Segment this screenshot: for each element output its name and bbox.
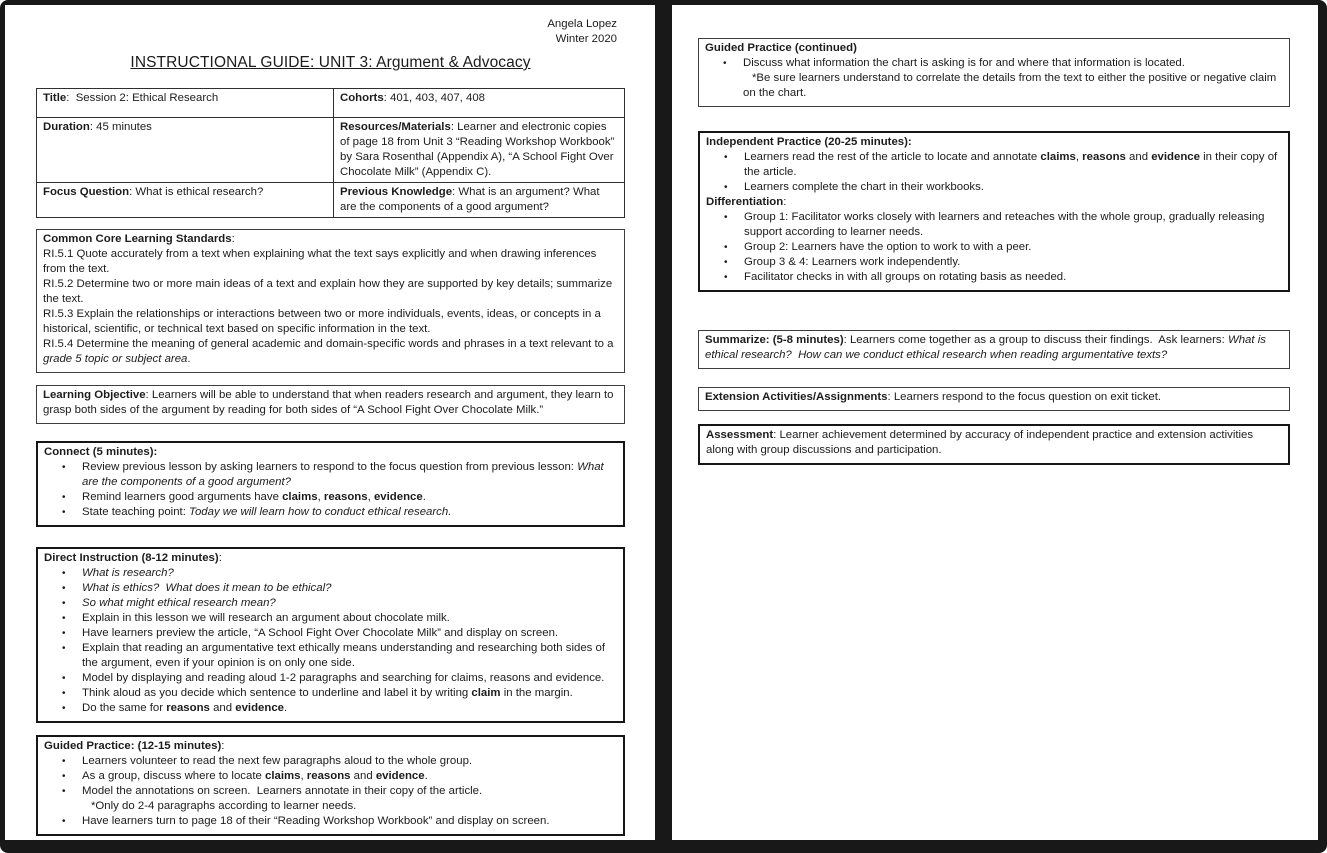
- page-left: [5, 5, 655, 840]
- text-run: Duration: [43, 121, 90, 133]
- bullet-item: [44, 769, 615, 784]
- paragraph: [705, 41, 1281, 56]
- text-run: As a group, discuss where to locate: [82, 770, 265, 782]
- text-run: Summarize: (5-8 minutes): [705, 334, 844, 346]
- text-run: Think aloud as you decide which sentence to underline and label it by writing: [82, 687, 472, 699]
- text-run: So what might ethical research mean?: [82, 597, 276, 609]
- text-run: reasons: [306, 770, 351, 782]
- text-run: : 45 minutes: [89, 121, 152, 133]
- info-table-row: [37, 89, 625, 118]
- text-run: and: [209, 702, 236, 714]
- text-run: claim: [471, 687, 501, 699]
- document-title: INSTRUCTIONAL GUIDE: UNIT 3: Argument & Advocacy: [130, 54, 531, 71]
- footnote-line: [44, 799, 615, 814]
- bullet-item: [44, 641, 615, 671]
- bullet-item: [706, 150, 1280, 180]
- paragraph: [705, 390, 1281, 405]
- text-run: Title: [43, 92, 67, 104]
- bullet-item: [44, 611, 615, 626]
- text-run: : Session 2: Ethical Research: [66, 92, 219, 104]
- text-run: Guided Practice: (12-15 minutes): [44, 740, 222, 752]
- bullet-icon: •: [62, 786, 66, 797]
- info-table-row: [37, 183, 625, 218]
- bullet-icon: •: [724, 272, 728, 283]
- bullet-item: [44, 626, 615, 641]
- text-run: State teaching point:: [82, 506, 190, 518]
- text-run: .: [424, 770, 428, 782]
- text-run: reasons: [166, 702, 210, 714]
- bullet-icon: •: [62, 703, 66, 714]
- bullet-item: [706, 210, 1280, 240]
- text-run: What is ethical research? How can we conduct ethical research when reading argumentative texts?: [705, 334, 1270, 361]
- bullet-icon: •: [62, 816, 66, 827]
- section-learning-objective: [36, 385, 625, 424]
- bullet-icon: •: [62, 673, 66, 684]
- bullet-item: [44, 505, 615, 520]
- bullet-icon: •: [724, 212, 728, 223]
- section-connect: [36, 441, 625, 527]
- text-run: and: [1125, 151, 1152, 163]
- text-run: Model the annotations on screen. Learners annotate in their copy of the article.: [82, 785, 483, 797]
- text-run: :: [231, 233, 235, 245]
- text-run: evidence: [235, 702, 285, 714]
- info-table-cell: [334, 118, 625, 183]
- text-run: Learners volunteer to read the next few paragraphs aloud to the whole group.: [82, 755, 473, 767]
- lesson-info-table: [36, 88, 625, 218]
- text-run: :: [221, 740, 225, 752]
- text-run: Discuss what information the chart is asking is for and where that information is located.: [743, 57, 1185, 69]
- bullet-icon: •: [62, 492, 66, 503]
- right-sections: [698, 38, 1290, 465]
- paragraph: [44, 445, 615, 460]
- text-run: evidence: [1151, 151, 1200, 163]
- text-run: Learning Objective: [43, 389, 146, 401]
- text-run: Previous Knowledge: [340, 186, 453, 198]
- text-run: Learners complete the chart in their workbooks.: [744, 181, 984, 193]
- bullet-icon: •: [62, 598, 66, 609]
- bullet-icon: •: [724, 242, 728, 253]
- section-common-core: [36, 229, 625, 373]
- paragraph: [705, 333, 1281, 363]
- footnote-line: [705, 71, 1281, 101]
- text-run: Resources/Materials: [340, 121, 451, 133]
- text-run: : What is ethical research?: [129, 186, 264, 198]
- paragraph: [43, 232, 616, 247]
- bullet-item: [706, 240, 1280, 255]
- text-run: : Learner and electronic copies of page 18 from Unit 3 “Reading Workshop Workbook” by Sara Rosenthal (Appendix A), “A School Fight Over Chocolate Milk” (Appendix C).: [340, 121, 618, 178]
- text-run: reasons: [1082, 151, 1126, 163]
- text-run: : 401, 403, 407, 408: [383, 92, 486, 104]
- text-run: *Only do 2-4 paragraphs according to learner needs.: [91, 800, 357, 812]
- bullet-item: [44, 596, 615, 611]
- bullet-item: [706, 180, 1280, 195]
- text-run: Guided Practice (continued): [705, 42, 857, 54]
- text-run: : Learners respond to the focus question on exit ticket.: [887, 391, 1162, 403]
- bullet-icon: •: [62, 613, 66, 624]
- text-run: Group 2: Learners have the option to work to with a peer.: [744, 241, 1032, 253]
- bullet-icon: •: [62, 756, 66, 767]
- paragraph: [44, 739, 615, 754]
- bullet-item: [706, 255, 1280, 270]
- bullet-item: [44, 460, 615, 490]
- bullet-item: [44, 686, 615, 701]
- bullet-icon: •: [724, 152, 728, 163]
- paragraph: [43, 337, 616, 367]
- text-run: : Learner achievement determined by accuracy of independent practice and extension activities along with group discussions and participation.: [706, 429, 1257, 456]
- bullet-item: [706, 270, 1280, 285]
- text-run: *Be sure learners understand to correlate the details from the text to either the positive or negative claim on the chart.: [743, 72, 1280, 99]
- text-run: Today we will learn how to conduct ethical research.: [189, 506, 452, 518]
- text-run: .: [187, 353, 191, 365]
- text-run: claims: [282, 491, 318, 503]
- text-run: Connect (5 minutes):: [44, 446, 158, 458]
- bullet-icon: •: [62, 688, 66, 699]
- text-run: in the margin.: [500, 687, 573, 699]
- bullet-icon: •: [62, 628, 66, 639]
- text-run: Independent Practice (20-25 minutes):: [706, 136, 912, 148]
- info-table-row: [37, 118, 625, 183]
- text-run: RI.5.4 Determine the meaning of general academic and domain-specific words and phrases in a text relevant to a: [43, 338, 617, 350]
- text-run: Differentiation: [706, 196, 784, 208]
- bullet-item: [44, 671, 615, 686]
- text-run: : What is an argument? What are the components of a good argument?: [340, 186, 603, 213]
- paragraph: [43, 388, 616, 418]
- paragraph: [43, 247, 616, 277]
- bullet-item: [44, 490, 615, 505]
- text-run: What is ethics? What does it mean to be ethical?: [82, 582, 332, 594]
- paragraph: [706, 135, 1280, 150]
- text-run: Learners read the rest of the article to locate and annotate: [744, 151, 1041, 163]
- bullet-item: [44, 566, 615, 581]
- section-guided-practice-continued: [698, 38, 1290, 107]
- text-run: Review previous lesson by asking learners to respond to the focus question from previous lesson:: [82, 461, 578, 473]
- section-summarize: [698, 330, 1290, 369]
- lesson-info-table-body: [37, 89, 625, 218]
- text-run: Direct Instruction (8-12 minutes): [44, 552, 219, 564]
- left-sections: [36, 229, 625, 836]
- info-table-cell: [37, 89, 334, 118]
- section-extension: [698, 387, 1290, 411]
- text-run: : Learners come together as a group to discuss their findings. Ask learners:: [843, 334, 1228, 346]
- text-run: ,: [367, 491, 374, 503]
- text-run: Group 3 & 4: Learners work independently.: [744, 256, 961, 268]
- text-run: Group 1: Facilitator works closely with learners and reteaches with the whole group, gradually releasing support according to learner needs.: [744, 211, 1268, 238]
- text-run: Common Core Learning Standards: [43, 233, 232, 245]
- paragraph: [43, 277, 616, 307]
- text-run: grade 5 topic or subject area: [43, 353, 188, 365]
- text-run: Explain in this lesson we will research an argument about chocolate milk.: [82, 612, 450, 624]
- section-direct-instruction: [36, 547, 625, 723]
- text-run: : Learners will be able to understand that when readers research and argument, they learn to grasp both sides of the argument by reading for both sides of “A School Fight Over Chocolate Milk.”: [43, 389, 617, 416]
- section-assessment: [698, 424, 1290, 465]
- paragraph: [706, 195, 1280, 210]
- text-run: .: [422, 491, 426, 503]
- text-run: ,: [1075, 151, 1083, 163]
- text-run: evidence: [375, 770, 425, 782]
- text-run: Explain that reading an argumentative text ethically means understanding and researching both sides of the argument, even if your opinion is on only one side.: [82, 642, 609, 669]
- bullet-icon: •: [62, 583, 66, 594]
- text-run: Have learners preview the article, “A School Fight Over Chocolate Milk” and display on screen.: [82, 627, 559, 639]
- document-author-block: [36, 17, 625, 47]
- text-run: RI.5.3 Explain the relationships or interactions between two or more individuals, events, ideas, or concepts in a historical, scientific, or technical text based on specific information in the text.: [43, 308, 604, 335]
- bullet-item: [44, 754, 615, 769]
- text-run: What are the components of a good argument?: [82, 461, 607, 488]
- text-run: Have learners turn to page 18 of their “Reading Workshop Workbook” and display on screen.: [82, 815, 550, 827]
- bullet-item: [44, 701, 615, 716]
- section-guided-practice: [36, 735, 625, 836]
- text-run: ,: [300, 770, 307, 782]
- paragraph: [706, 428, 1280, 458]
- text-run: in their copy of the article.: [744, 151, 1281, 178]
- bullet-icon: •: [723, 58, 727, 69]
- info-table-cell: [37, 183, 334, 218]
- bullet-icon: •: [62, 568, 66, 579]
- text-run: ,: [317, 491, 324, 503]
- author-name: Angela Lopez: [547, 18, 617, 30]
- text-run: :: [218, 552, 222, 564]
- section-independent-practice: [698, 131, 1290, 292]
- bullet-icon: •: [724, 182, 728, 193]
- text-run: reasons: [323, 491, 368, 503]
- info-table-cell: [334, 183, 625, 218]
- text-run: evidence: [373, 491, 423, 503]
- info-table-cell: [37, 118, 334, 183]
- text-run: Cohorts: [340, 92, 384, 104]
- bullet-icon: •: [62, 643, 66, 654]
- text-run: Focus Question: [43, 186, 130, 198]
- paragraph: [43, 307, 616, 337]
- text-run: Extension Activities/Assignments: [705, 391, 888, 403]
- text-run: RI.5.1 Quote accurately from a text when explaining what the text says explicitly and when drawing inferences from the text.: [43, 248, 600, 275]
- text-run: Do the same for: [82, 702, 167, 714]
- bullet-item: [44, 814, 615, 829]
- term-label: Winter 2020: [555, 33, 617, 45]
- text-run: .: [284, 702, 288, 714]
- text-run: Remind learners good arguments have: [82, 491, 283, 503]
- paragraph: [44, 551, 615, 566]
- bullet-item: [705, 56, 1281, 71]
- text-run: RI.5.2 Determine two or more main ideas of a text and explain how they are supported by key details; summarize the text.: [43, 278, 616, 305]
- bullet-icon: •: [724, 257, 728, 268]
- text-run: Assessment: [706, 429, 774, 441]
- text-run: :: [783, 196, 787, 208]
- bullet-icon: •: [62, 462, 66, 473]
- text-run: claims: [264, 770, 301, 782]
- bullet-icon: •: [62, 771, 66, 782]
- page-right: [672, 5, 1318, 840]
- text-run: Model by displaying and reading aloud 1-2 paragraphs and searching for claims, reasons and evidence.: [82, 672, 605, 684]
- bullet-item: [44, 581, 615, 596]
- bullet-item: [44, 784, 615, 799]
- bullet-icon: •: [62, 507, 66, 518]
- text-run: and: [350, 770, 376, 782]
- text-run: Facilitator checks in with all groups on rotating basis as needed.: [744, 271, 1067, 283]
- text-run: What is research?: [82, 567, 174, 579]
- text-run: claims: [1040, 151, 1076, 163]
- info-table-cell: [334, 89, 625, 118]
